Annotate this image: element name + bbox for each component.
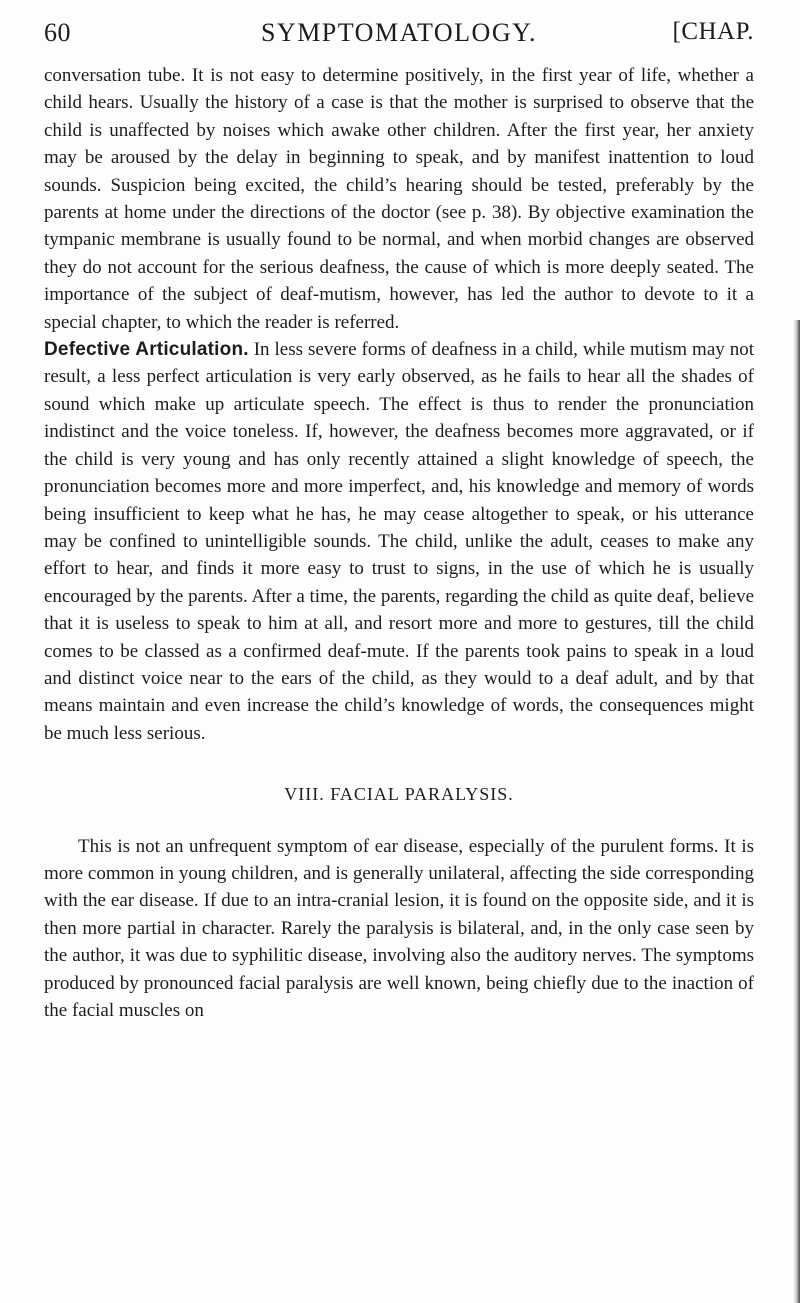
paragraph-defective-articulation bbox=[44, 336, 754, 747]
page-body bbox=[44, 62, 754, 1024]
section-heading: VIII. FACIAL PARALYSIS. bbox=[284, 784, 514, 805]
running-title: SYMPTOMATOLOGY. bbox=[260, 18, 538, 47]
paragraph-facial-paralysis: This is not an unfrequent symptom of ear disease, especially of the purulent forms. It is more common in young children, and is generally unilateral, affecting the side corresponding with the ear disease. If due to an intra-cranial lesion, it is found on the opposite side, and it is then more partial in character. Rarely the paralysis is bilateral, and, in the only case seen by the author, it was due to syphilitic disease, involving also the auditory nerves. The symptoms produced by pronounced facial paralysis are well known, being chiefly due to the inaction of the facial muscles on bbox=[44, 835, 754, 1021]
page-number: 60 bbox=[44, 18, 71, 47]
paragraph-continuation: conversation tube. It is not easy to determine positively, in the first year of life, whether a child hears. Usually the history of a case is that the mother is surprised to observe that the child is unaffected by noises which awake other children. After the first year, her anxiety may be aroused by the delay in beginning to speak, and by manifest inattention to loud sounds. Suspicion being excited, the child’s hearing should be tested, preferably by the parents at home under the directions of the doctor (see p. 38). By objective examination the tympanic membrane is usually found to be normal, and when morbid changes are observed they do not account for the serious deafness, the cause of which is more deeply seated. The importance of the subject of deaf-mutism, however, has led the author to devote to it a special chapter, to which the reader is referred. bbox=[44, 65, 754, 333]
chapter-mark: [CHAP. bbox=[672, 18, 754, 45]
running-header bbox=[44, 18, 754, 54]
run-in-heading: Defective Articulation. bbox=[44, 339, 249, 361]
paragraph-text: In less severe forms of deafness in a child, while mutism may not result, a less perfect articulation is very early observed, as he fails to hear all the shades of sound which make up articulate speech. The effect is thus to render the pronunciation indistinct and the voice toneless. If, however, the deafness becomes more aggravated, or if the child is very young and has only recently attained a slight knowledge of speech, the pronunciation becomes more and more imperfect, and, his knowledge and memory of words being insufficient to keep what he has, he may cease altogether to speak, or his utterance may be confined to unintelligible sounds. The child, unlike the adult, ceases to make any effort to hear, and finds it more easy to trust to signs, in the use of which he is usually encouraged by the parents. After a time, the parents, regarding the child as quite deaf, believe that it is useless to speak to him at all, and resort more and more to gestures, till the child comes to be classed as a confirmed deaf-mute. If the parents took pains to speak in a loud and distinct voice near to the ears of the child, as they would to a deaf adult, and by that means maintain and even increase the child’s knowledge of words, the consequences might be much less serious. bbox=[44, 339, 755, 744]
page-edge-shadow bbox=[793, 320, 800, 1303]
